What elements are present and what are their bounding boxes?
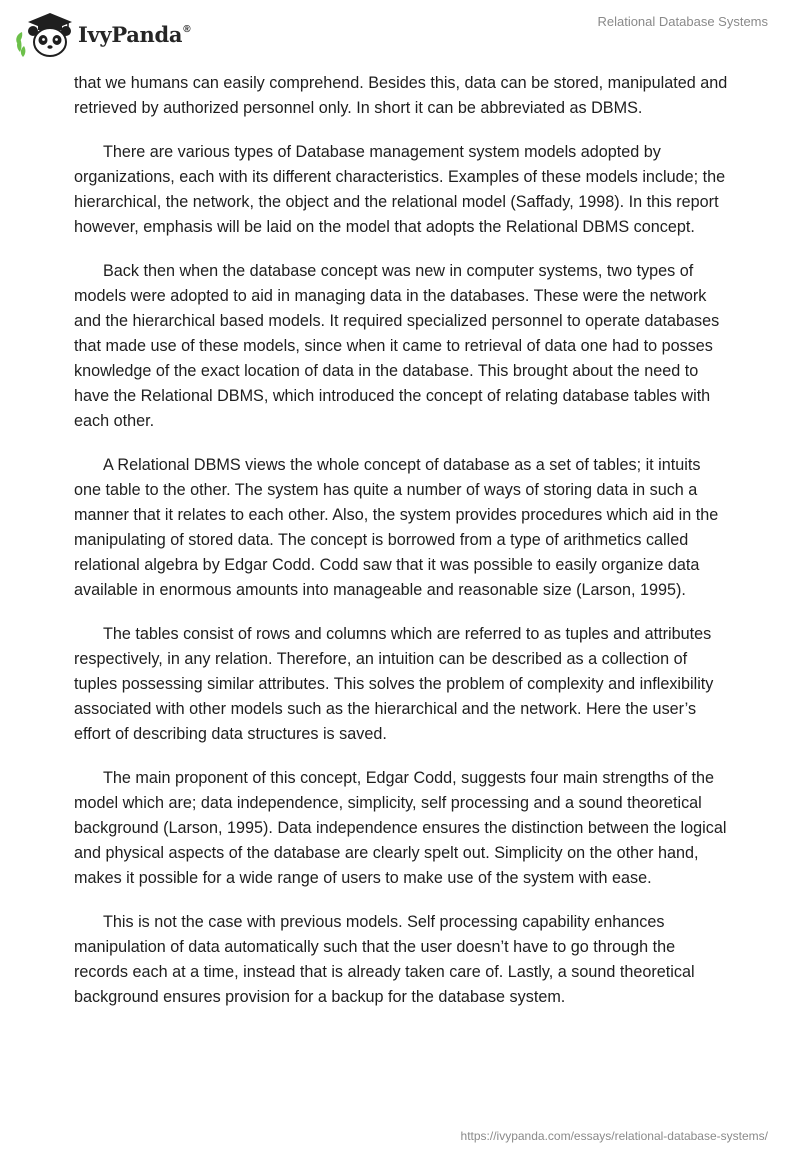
paragraph: Back then when the database concept was new in computer systems, two types of models were adopted to aid in managing data in the databases. These were the network and the hierarchical based models. It required specialized personnel to operate databases that made use of these models, since when it came to retrieval of data one had to posses knowledge of the exact location of data in the database. This brought about the need to have the Relational DBMS, which introduced the concept of relating database tables with each other.: [74, 262, 720, 430]
source-url-link[interactable]: https://ivypanda.com/essays/relational-database-systems/: [460, 1129, 768, 1143]
paragraph: A Relational DBMS views the whole concept of database as a set of tables; it intuits one table to the other. The system has quite a number of ways of storing data in such a manner that it relates to each other. Also, the system provides procedures which aid in the manipulating of stored data. The concept is borrowed from a type of arithmetics called relational algebra by Edgar Codd. Codd saw that it was possible to easily organize data available in enormous amounts into manageable and reasonable size (Larson, 1995).: [74, 456, 719, 599]
document-title: Relational Database Systems: [597, 14, 768, 29]
paragraph: This is not the case with previous models. Self processing capability enhances manipulation of data automatically such that the user doesn’t have to go through the records each at a time, instead that is already taken care of. Lastly, a sound theoretical background ensures provision for a backup for the database system.: [74, 913, 695, 1006]
paragraph: There are various types of Database management system models adopted by organizations, each with its different characteristics. Examples of these models include; the hierarchical, the network, the object and the relational model (Saffady, 1998). In this report however, emphasis will be laid on the model that adopts the Relational DBMS concept.: [74, 143, 726, 236]
essay-body: [74, 71, 730, 1029]
paragraph: that we humans can easily comprehend. Besides this, data can be stored, manipulated and retrieved by authorized personnel only. In short it can be abbreviated as DBMS.: [74, 74, 728, 117]
page-header: [0, 0, 800, 70]
paragraph: The tables consist of rows and columns which are referred to as tuples and attributes respectively, in any relation. Therefore, an intuition can be described as a collection of tuples possessing similar attributes. This solves the problem of complexity and inflexibility associated with other models such as the hierarchical and the network. Here the user’s effort of describing data structures is saved.: [74, 625, 714, 743]
registered-mark: ®: [183, 23, 191, 35]
paragraph: The main proponent of this concept, Edgar Codd, suggests four main strengths of the model which are; data independence, simplicity, self processing and a sound theoretical background (Larson, 1995). Data independence ensures the distinction between the logical and physical aspects of the database are clearly spelt out. Simplicity on the other hand, makes it possible for a wide range of users to make use of the system with ease.: [74, 769, 727, 887]
panda-graduate-icon: [14, 8, 72, 58]
logo-wordmark: IvyPanda®: [78, 21, 191, 47]
ivypanda-logo[interactable]: [14, 8, 190, 58]
